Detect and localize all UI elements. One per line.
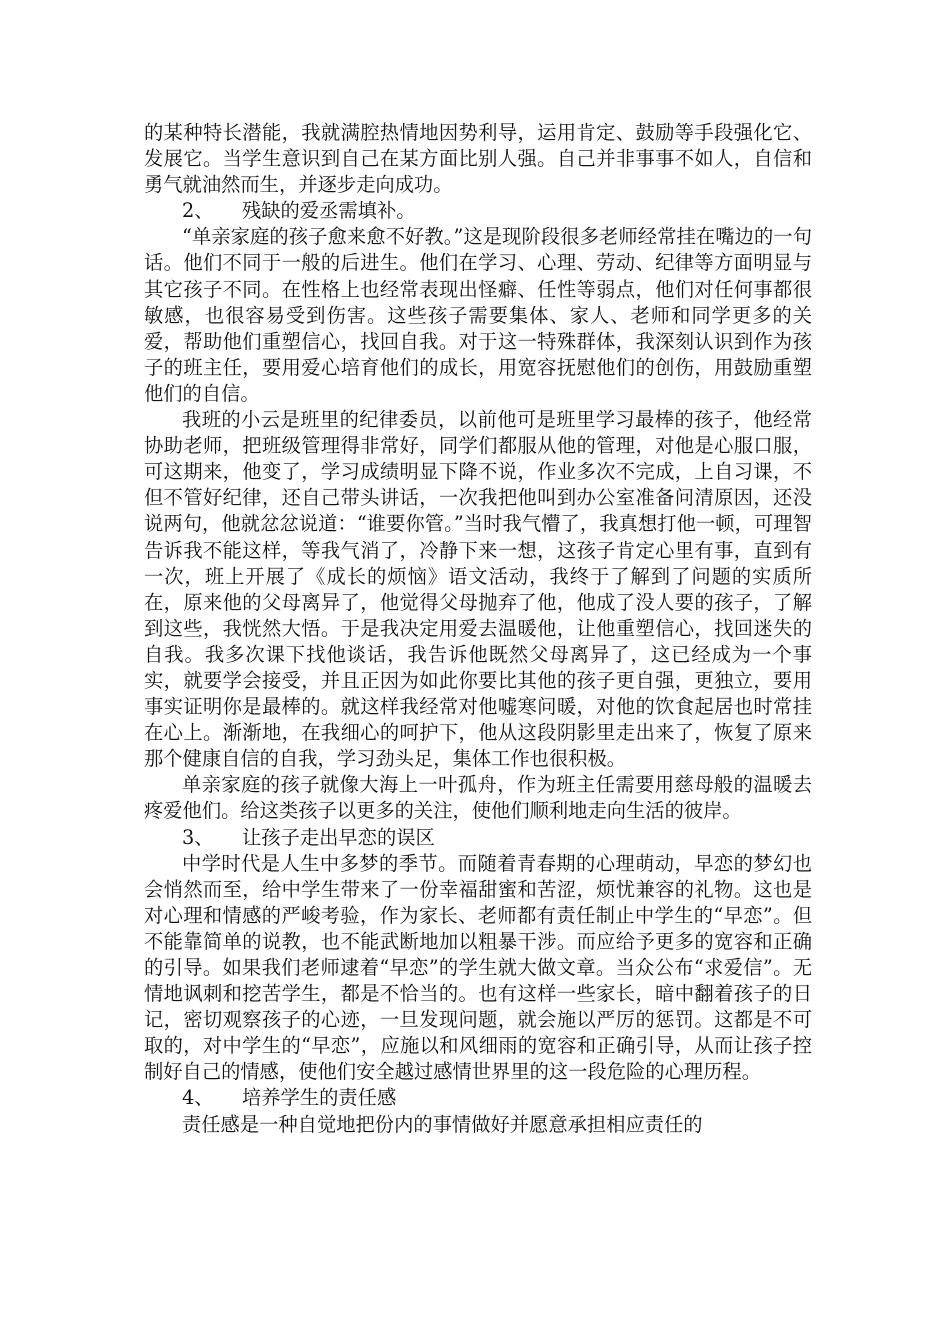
section-title-4: 培养学生的责任感 — [242, 1086, 397, 1110]
paragraph-responsibility: 责任感是一种自觉地把份内的事情做好并愿意承担相应责任的 — [182, 1112, 703, 1136]
paragraph-early-love: 中学时代是人生中多梦的季节。而随着青春期的心理萌动，早恋的梦幻也会悄然而至，给中学生带来了一份幸福甜蜜和苦涩，烦忧兼容的礼物。这也是对心理和情感的严峻考验，作为家长、老师都有责任制止中学生的“早恋”。但不能靠简单的说教，也不能武断地加以粗暴干涉。而应给予更多的宽容和正确的引导。如果我们老师逮着“早恋”的学生就大做文章。当众公布“求爱信”。无情地讽刺和挖苦学生，都是不恰当的。也有这样一些家长，暗中翻着孩子的日记，密切观察孩子的心迹，一旦发现问题，就会施以严厉的惩罚。这都是不可取的，对中学生的“早恋”，应施以和风细雨的宽容和正确引导，从而让孩子控制好自己的情感，使他们安全越过感情世界里的这一段危险的心理历程。 — [144, 851, 812, 1084]
paragraph-single-parent-summary: 单亲家庭的孩子就像大海上一叶孤舟，作为班主任需要用慈母般的温暖去疼爱他们。给这类孩子以更多的关注，使他们顺利地走向生活的彼岸。 — [144, 773, 812, 823]
section-title-2: 残缺的爱丞需填补。 — [242, 199, 416, 223]
section-title-3: 让孩子走出早恋的误区 — [242, 825, 435, 849]
section-heading-3 — [144, 825, 812, 851]
paragraph-intro-continuation: 的某种特长潜能，我就满腔热情地因势利导，运用肯定、鼓励等手段强化它、发展它。当学生意识到自己在某方面比别人强。自己并非事事不如人，自信和勇气就油然而生，并逐步走向成功。 — [144, 121, 812, 197]
section-number-4: 4、 — [182, 1086, 214, 1110]
section-heading-2 — [144, 198, 812, 224]
section-number-3: 3、 — [182, 825, 214, 849]
document-body — [144, 120, 812, 1138]
section-number-2: 2、 — [182, 199, 214, 223]
section-heading-4 — [144, 1085, 812, 1111]
paragraph-xiaoyun-story: 我班的小云是班里的纪律委员，以前他可是班里学习最棒的孩子，他经常协助老师，把班级管理得非常好，同学们都服从他的管理，对他是心服口服，可这期来，他变了，学习成绩明显下降不说，作业多次不完成，上自习课，不但不管好纪律，还自己带头讲话，一次我把他叫到办公室准备问清原因，还没说两句，他就忿忿说道：“谁要你管。”当时我气懵了，我真想打他一顿，可理智告诉我不能这样，等我气消了，冷静下来一想，这孩子肯定心里有事，直到有一次，班上开展了《成长的烦恼》语文活动，我终于了解到了问题的实质所在，原来他的父母离异了，他觉得父母抛弃了他，他成了没人要的孩子，了解到这些，我恍然大悟。于是我决定用爱去温暖他，让他重塑信心，找回迷失的自我。我多次课下找他谈话，我告诉他既然父母离异了，这已经成为一个事实，就要学会接受，并且正因为如此你要比其他的孩子更自强，更独立，要用事实证明你是最棒的。就这样我经常对他嘘寒问暖，对他的饮食起居也时常挂在心上。渐渐地，在我细心的呵护下，他从这段阴影里走出来了，恢复了原来那个健康自信的自我，学习劲头足，集体工作也很积极。 — [144, 408, 812, 771]
paragraph-single-parent-intro: “单亲家庭的孩子愈来愈不好教。”这是现阶段很多老师经常挂在嘴边的一句话。他们不同于一般的后进生。他们在学习、心理、劳动、纪律等方面明显与其它孩子不同。在性格上也经常表现出怪癖、任性等弱点，他们对任何事都很敏感，也很容易受到伤害。这些孩子需要集体、家人、老师和同学更多的关爱，帮助他们重塑信心，找回自我。对于这一特殊群体，我深刻认识到作为孩子的班主任，要用爱心培育他们的成长，用宽容抚慰他们的创伤，用鼓励重塑他们的自信。 — [144, 225, 812, 405]
